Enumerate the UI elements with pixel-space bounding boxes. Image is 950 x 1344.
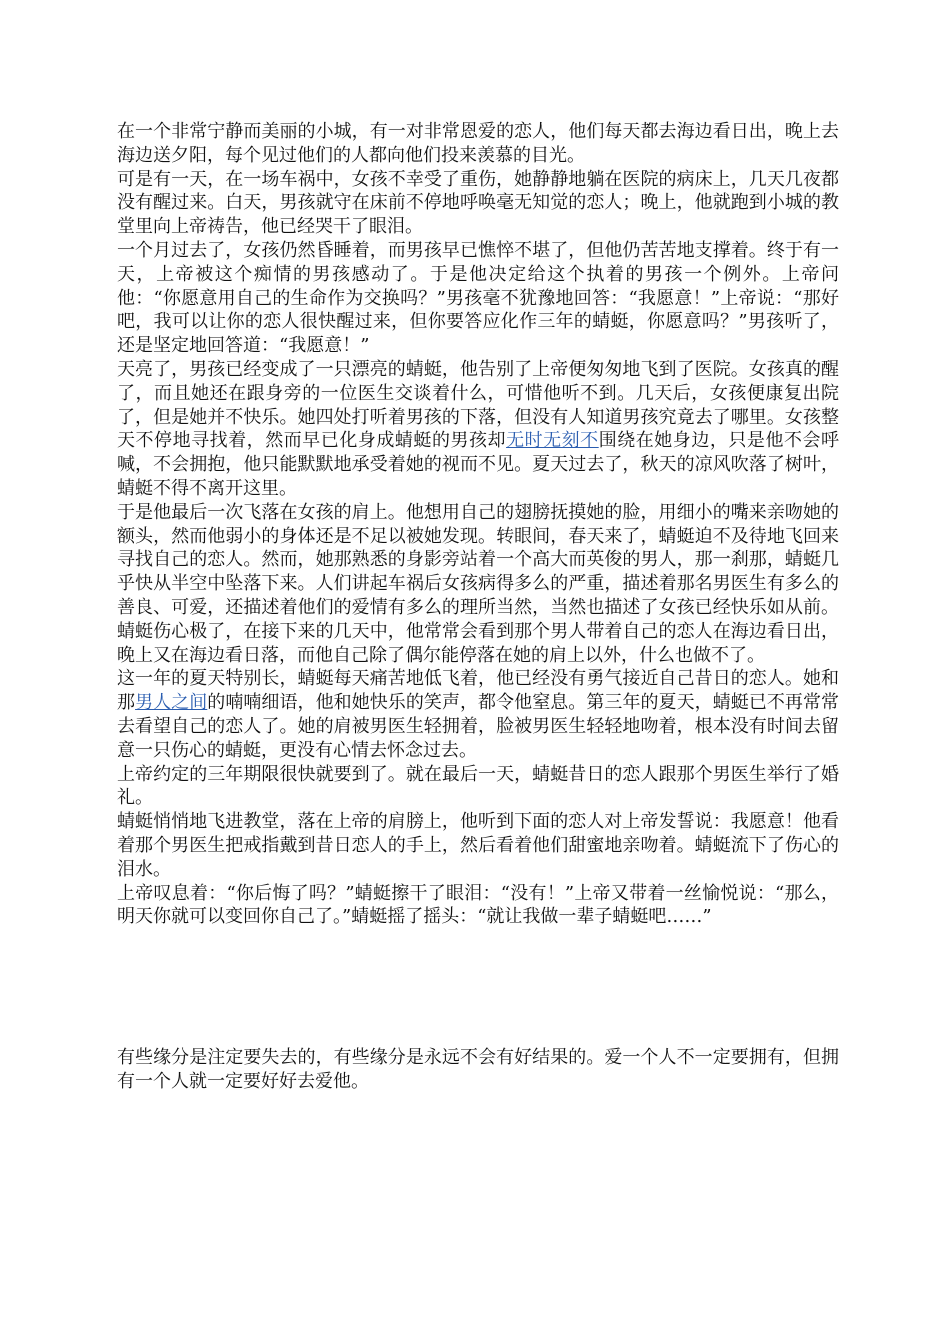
paragraph-6-text-after: 的喃喃细语，他和她快乐的笑声，都令他窒息。第三年的夏天，蜻蜓已不再常常去看望自己的恋人了。她的肩被男医生轻拥着，脸被男医生轻轻地吻着，根本没有时间去留意一只伤心的蜻蜓，更没有心情去怀念过去。 (117, 692, 840, 761)
paragraph-6 (117, 667, 839, 762)
paragraph-9: 上帝叹息着：“你后悔了吗？”蜻蜓擦干了眼泪：“没有！”上帝又带着一丝愉悦说：“那么，明天你就可以变回你自己了。”蜻蜓摇了摇头：“就让我做一辈子蜻蜓吧……” (117, 882, 839, 928)
paragraph-1: 在一个非常宁静而美丽的小城，有一对非常恩爱的恋人，他们每天都去海边看日出，晚上去海边送夕阳，每个见过他们的人都向他们投来羡慕的目光。 (117, 121, 839, 166)
link-wushiwuke[interactable]: 无时无刻不 (506, 430, 599, 452)
paragraph-3: 一个月过去了，女孩仍然昏睡着，而男孩早已憔悴不堪了，但他仍苦苦地支撑着。终于有一天，上帝被这个痴情的男孩感动了。于是他决定给这个执着的男孩一个例外。上帝问他：“你愿意用自己的生命作为交换吗？”男孩毫不犹豫地回答：“我愿意！”上帝说：“那好吧，我可以让你的恋人很快醒过来，但你要答应化作三年的蜻蜓，你愿意吗？”男孩听了，还是坚定地回答道：“我愿意！” (117, 239, 839, 357)
paragraph-2: 可是有一天，在一场车祸中，女孩不幸受了重伤，她静静地躺在医院的病床上，几天几夜都没有醒过来。白天，男孩就守在床前不停地呼唤毫无知觉的恋人；晚上，他就跑到小城的教堂里向上帝祷告，他已经哭干了眼泪。 (117, 168, 839, 238)
paragraph-4 (117, 358, 839, 501)
paragraph-4-text-after: 围绕在她身边，只是他不会呼喊，不会拥抱，他只能默默地承受着她的视而不见。夏天过去了，秋天的凉风吹落了树叶，蜻蜓不得不离开这里。 (117, 430, 840, 499)
story-body (117, 120, 839, 929)
paragraph-8: 蜻蜓悄悄地飞进教堂，落在上帝的肩膀上，他听到下面的恋人对上帝发誓说：我愿意！他看着那个男医生把戒指戴到昔日恋人的手上，然后看着他们甜蜜地亲吻着。蜻蜓流下了伤心的泪水。 (117, 811, 839, 880)
paragraph-4-text-before: 天亮了，男孩已经变成了一只漂亮的蜻蜓，他告别了上帝便匆匆地飞到了医院。女孩真的醒了，而且她还在跟身旁的一位医生交谈着什么，可惜他听不到。几天后，女孩便康复出院了，但是她并不快乐。她四处打听着男孩的下落，但没有人知道男孩究竟去了哪里。女孩整天不停地寻找着，然而早已化身成蜻蜓的男孩却 (117, 358, 839, 452)
paragraph-6-text-before: 这一年的夏天特别长，蜻蜓每天痛苦地低飞着，他已经没有勇气接近自己昔日的恋人。她和那 (117, 668, 839, 714)
paragraph-5: 于是他最后一次飞落在女孩的肩上。他想用自己的翅膀抚摸她的脸，用细小的嘴来亲吻她的额头，然而他弱小的身体还是不足以被她发现。转眼间，春天来了，蜻蜓迫不及待地飞回来寻找自己的恋人。然而，她那熟悉的身影旁站着一个高大而英俊的男人，那一刹那，蜻蜓几乎快从半空中坠落下来。人们讲起车祸后女孩病得多么的严重，描述着那名男医生有多么的善良、可爱，还描述着他们的爱情有多么的理所当然，当然也描述了女孩已经快乐如从前。蜻蜓伤心极了，在接下来的几天中，他常常会看到那个男人带着自己的恋人在海边看日出，晚上又在海边看日落，而他自己除了偶尔能停落在她的肩上以外，什么也做不了。 (117, 501, 839, 666)
closing-paragraph: 有些缘分是注定要失去的，有些缘分是永远不会有好结果的。爱一个人不一定要拥有，但拥有一个人就一定要好好去爱他。 (117, 1047, 839, 1092)
paragraph-7: 上帝约定的三年期限很快就要到了。就在最后一天，蜻蜓昔日的恋人跟那个男医生举行了婚礼。 (117, 763, 839, 809)
link-nanren-zhijian[interactable]: 男人之间 (135, 692, 208, 714)
